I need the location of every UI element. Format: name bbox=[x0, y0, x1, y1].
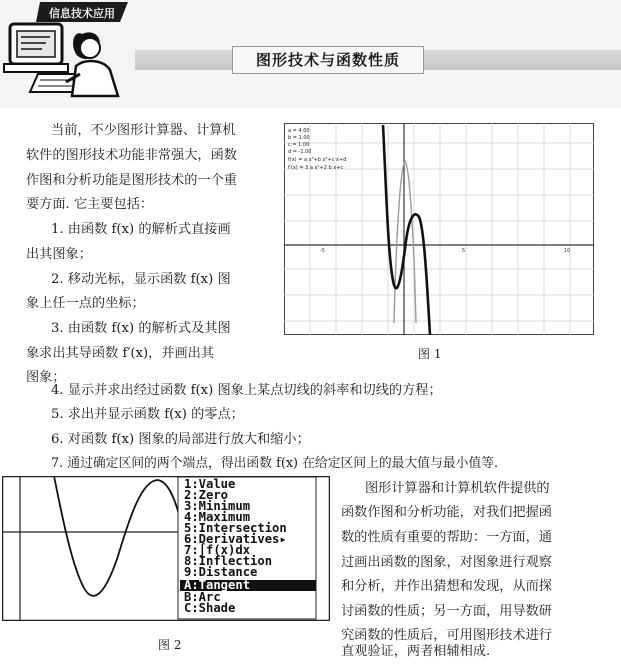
menu-item-tangent[interactable]: A:Tangent bbox=[184, 578, 251, 592]
intro-line: 2. 移动光标，显示函数 f(x) 图 bbox=[51, 272, 231, 287]
tick-label: 5 bbox=[462, 248, 466, 254]
param-c: c = 1.00 bbox=[288, 142, 310, 148]
menu-item-distance[interactable]: 9:Distance bbox=[184, 565, 258, 579]
formula-f: f(x) = a x³+b x²+c x+d bbox=[288, 157, 347, 163]
tick-label: -5 bbox=[320, 248, 325, 254]
intro-line: 3. 由函数 f(x) 的解析式及其图 bbox=[51, 321, 231, 336]
menu-item-intersection[interactable]: 5:Intersection bbox=[184, 521, 287, 535]
stamp-text: 信息技术应用 bbox=[49, 7, 115, 20]
figure1-caption: 图 1 bbox=[418, 347, 442, 361]
menu-item-inflection[interactable]: 8:Inflection bbox=[184, 554, 273, 568]
intro-line: 象上任一点的坐标； bbox=[26, 296, 145, 311]
param-d: d = -1.00 bbox=[288, 149, 312, 155]
section-title: 图形技术与函数性质 bbox=[232, 46, 424, 74]
list-item: 7. 通过确定区间的两个端点，得出函数 f(x) 在给定区间上的最大值与最小值等. bbox=[51, 456, 499, 471]
intro-line: 作图和分析功能是图形技术的一个重 bbox=[26, 173, 237, 188]
formula-fprime: f′(x) = 3 a x²+2 b x+c bbox=[288, 165, 344, 171]
figure1-graph bbox=[284, 123, 594, 335]
list-item: 4. 显示并求出经过函数 f(x) 图象上某点切线的斜率和切线的方程； bbox=[51, 383, 442, 398]
computer-user-icon bbox=[0, 0, 135, 100]
menu-item-value[interactable]: 1:Value bbox=[184, 477, 236, 491]
param-a: a = 4.00 bbox=[288, 128, 310, 134]
list-item: 5. 求出并显示函数 f(x) 的零点； bbox=[51, 407, 244, 422]
closing-line: 讨函数的性质；另一方面，用导数研 bbox=[341, 604, 552, 619]
intro-line: 图象； bbox=[26, 370, 66, 385]
closing-line: 究函数的性质后，可用图形技术进行 bbox=[341, 628, 552, 643]
intro-line: 1. 由函数 f(x) 的解析式直接画 bbox=[51, 222, 231, 237]
closing-line: 过画出函数的图象，对图象进行观察 bbox=[341, 555, 552, 570]
closing-line: 图形计算器和计算机软件提供的 bbox=[365, 481, 550, 496]
param-b: b = 1.00 bbox=[288, 135, 310, 141]
closing-line: 和分析，并作出猜想和发现，从而探 bbox=[341, 579, 552, 594]
intro-line: 出其图象； bbox=[26, 247, 92, 262]
figure2-calculator-screen bbox=[2, 476, 330, 621]
menu-item-zero[interactable]: 2:Zero bbox=[184, 488, 229, 502]
tick-label: 10 bbox=[564, 248, 571, 254]
figure2-caption: 图 2 bbox=[158, 638, 182, 652]
intro-line: 当前，不少图形计算器、计算机 bbox=[51, 123, 236, 138]
menu-item-integral[interactable]: 7:∫f(x)dx bbox=[184, 543, 251, 557]
closing-line: 直观验证，两者相辅相成. bbox=[341, 644, 491, 659]
closing-line: 数的性质有重要的帮助：一方面，通 bbox=[341, 530, 552, 545]
list-item: 6. 对函数 f(x) 图象的局部进行放大和缩小； bbox=[51, 432, 310, 447]
menu-item-maximum[interactable]: 4:Maximum bbox=[184, 510, 251, 524]
intro-line: 软件的图形技术功能非常强大，函数 bbox=[26, 148, 237, 163]
closing-line: 函数作图和分析功能，对我们把握函 bbox=[341, 505, 552, 520]
menu-item-shade[interactable]: C:Shade bbox=[184, 601, 236, 615]
menu-item-derivatives[interactable]: 6:Derivatives▸ bbox=[184, 532, 287, 546]
intro-line: 象求出其导函数 f′(x)，并画出其 bbox=[26, 346, 215, 361]
menu-item-minimum[interactable]: 3:Minimum bbox=[184, 499, 251, 513]
menu-item-arc[interactable]: B:Arc bbox=[184, 590, 221, 604]
intro-line: 要方面. 它主要包括： bbox=[26, 197, 154, 212]
